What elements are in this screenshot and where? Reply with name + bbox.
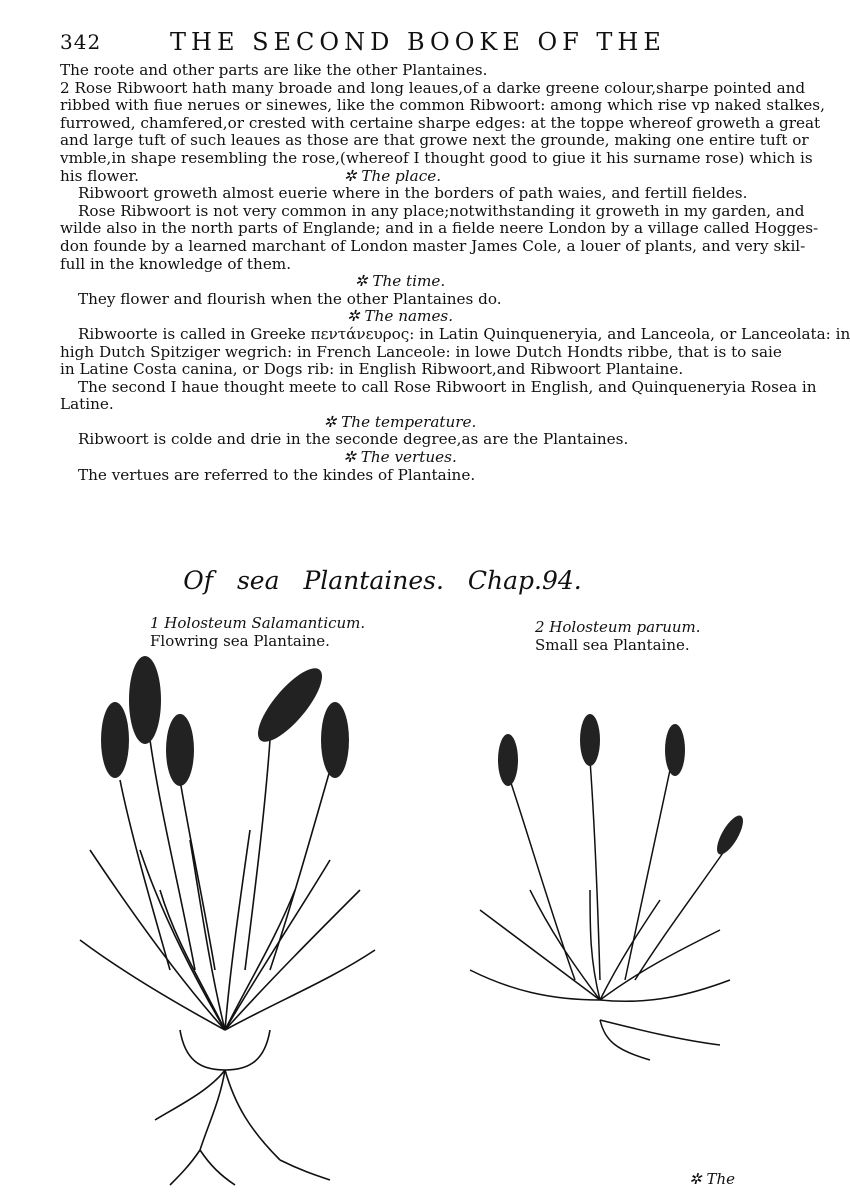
figure-latin-name: 2 Holosteum paruum. <box>535 618 701 636</box>
text-line: They flower and flourish when the other Plantaines do. <box>78 289 502 308</box>
text-line: 2 Rose Ribwoort hath many broade and long leaues,of a darke greene colour,sharpe pointed and <box>60 78 806 97</box>
running-head: THE SECOND BOOKE OF THE <box>170 28 666 56</box>
text-line: Latine. <box>60 395 114 414</box>
text-line: and large tuft of such leaues as those are that growe next the grounde, making one entire tuft or <box>60 131 809 150</box>
text-line: The roote and other parts are like the other Plantaines. <box>60 61 488 79</box>
body-text <box>60 61 850 484</box>
text-line: high Dutch Spitziger wegrich: in French Lanceole: in lowe Dutch Hondts ribbe, that is to saie <box>60 342 782 361</box>
chapter-number: Chap.94. <box>467 566 582 595</box>
text-line: The vertues are referred to the kindes of Plantaine. <box>78 465 476 484</box>
section-heading-place: ✲ The place. <box>343 166 442 185</box>
text-line: don founde by a learned marchant of London master James Cole, a louer of plants, and very skil- <box>60 236 806 255</box>
catchword: ✲ The <box>689 1170 735 1188</box>
chapter-heading: Of sea Plantaines. <box>183 566 444 595</box>
text-line: ribbed with fiue nerues or sinewes, like the common Ribwoort: among which rise vp naked stalkes, <box>60 96 825 115</box>
figure-caption-2 <box>535 618 701 654</box>
section-heading-time: ✲ The time. <box>354 272 446 291</box>
figure-latin-name: 1 Holosteum Salamanticum. <box>150 614 366 632</box>
text-line: Ribwoort is colde and drie in the seconde degree,as are the Plantaines. <box>78 430 629 449</box>
section-heading-temperature: ✲ The temperature. <box>323 412 477 431</box>
text-line: vmble,in shape resembling the rose,(whereof I thought good to giue it his surname rose) which is <box>60 148 813 167</box>
text-line: in Latine Costa canina, or Dogs rib: in English Ribwoort,and Ribwoort Plantaine. <box>60 360 684 379</box>
section-heading-names: ✲ The names. <box>346 307 454 326</box>
chapter-title <box>0 566 765 595</box>
text-line: his flower. <box>60 166 139 185</box>
text-line: wilde also in the north parts of Englande; and in a fielde neere London by a village called Hogges- <box>60 219 819 238</box>
page-header <box>60 28 700 60</box>
text-line: Rose Ribwoort is not very common in any place;notwithstanding it groweth in my garden, and <box>78 201 805 220</box>
figure-english-name: Flowring sea Plantaine. <box>150 632 330 650</box>
page-number: 342 <box>60 30 102 54</box>
text-line: The second I haue thought meete to call Rose Ribwoort in English, and Quinquenerуia Rosea in <box>78 377 817 396</box>
woodcut-small-sea-plantaine <box>440 700 740 1070</box>
section-heading-vertues: ✲ The vertues. <box>343 448 457 467</box>
text-line: Ribwoorte is called in Greeke πεντάνευρος: in Latin Quinquenerуia, and Lanceola, or Lanceolata: in <box>78 324 850 343</box>
text-line: full in the knowledge of them. <box>60 254 292 273</box>
text-line: Ribwoort groweth almost euerie where in the borders of path waies, and fertill fieldes. <box>78 184 748 203</box>
woodcut-flowring-sea-plantaine <box>60 650 390 1190</box>
figure-caption-1 <box>150 614 365 650</box>
text-line: furrowed, chamfered,or crested with certaine sharpe edges: at the toppe whereof groweth a great <box>60 113 821 132</box>
figure-english-name: Small sea Plantaine. <box>535 636 690 654</box>
